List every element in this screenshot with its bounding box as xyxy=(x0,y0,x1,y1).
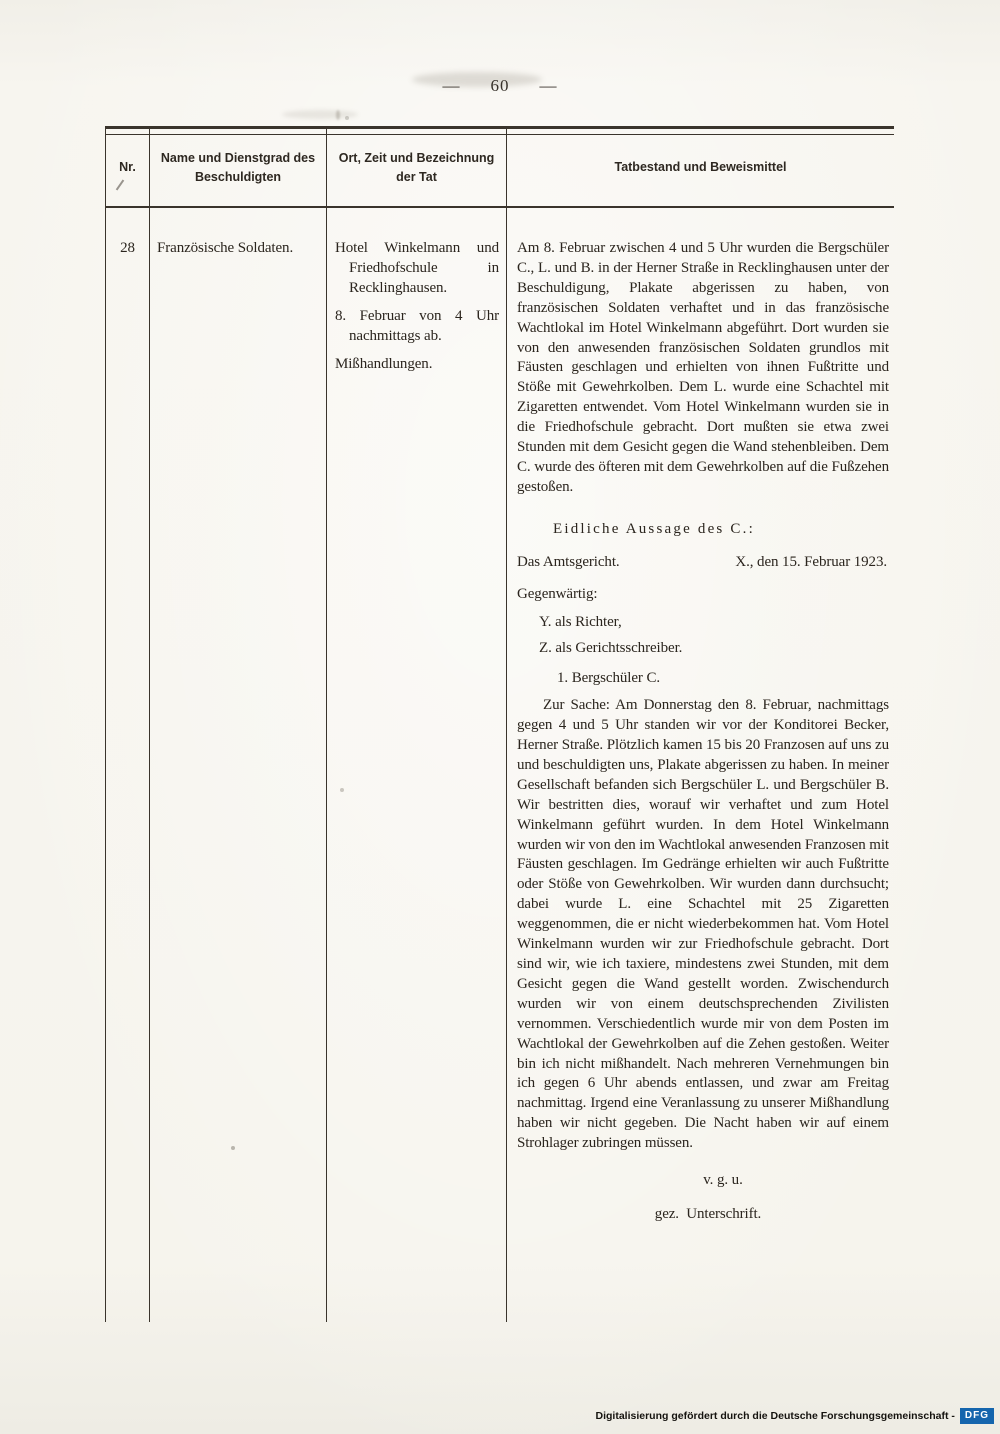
tat-aussage-heading: Eidliche Aussage des C.: xyxy=(553,520,755,537)
tat-date: X., den 15. Februar 1923. xyxy=(735,553,887,570)
column-header-name: Name und Dienstgrad des Beschuldigten xyxy=(149,129,326,206)
cell-tatbestand xyxy=(506,208,894,1322)
column-header-ort: Ort, Zeit und Bezeichnung der Tat xyxy=(326,129,506,206)
cell-name xyxy=(149,208,326,1322)
tat-gegenwaertig: Gegenwärtig: xyxy=(517,585,598,602)
table-header-row xyxy=(106,129,894,208)
column-header-nr: Nr. xyxy=(119,160,136,175)
tat-statement-paragraph: Zur Sache: Am Donnerstag den 8. Februar, nachmittags gegen 4 und 5 Uhr standen wir vor der Konditorei Becker, Herner Straße. Plötzlich kamen 15 bis 20 Franzosen auf uns zu und beschuldigten uns, Plakate abgerissen zu haben. In meiner Gesellschaft befanden sich Bergschüler L. und Bergschüler B. Wir bestritten dies, worauf wir verhaftet und zum Hotel Winkelmann geführt wurden. In dem Hotel Winkelmann wurden wir von den im Wachtlokal anwesenden Franzosen mit Fäusten geschlagen. Im Gedränge erhielten wir auch Fußtritte oder Stöße von Gewehrkolben. Wir wurden dann durchsucht; dabei wurde L. eine Schachtel mit 25 Zigaretten weggenommen, die er nicht wiederbekommen hat. Vom Hotel Winkelmann wurden wir zur Friedhofschule gebracht. Dort sind wir, wie ich taxiere, mindestens zwei Stunden, mit dem Gesicht gegen die Wand gestellt worden. Zwischendurch wurden wir von einem deutschsprechenden Zivilisten vernommen. Verschiedentlich wurde mir von dem Posten im Wachtlokal der Gewehrkolben auf die Zehen gestoßen. Weiter bin ich nicht mißhandelt. Nach mehreren Vernehmungen bin ich gegen 6 Uhr abends entlassen, und zwar am Freitag nachmittag. Irgend eine Veranlassung zu unserer Mißhandlung haben wir nicht gegeben. Die Nacht haben wir auf einem Strohlager zubringen müssen. xyxy=(517,697,889,1152)
page-number-dash-right: — xyxy=(539,76,558,95)
digitization-footer xyxy=(596,1408,995,1424)
tat-witness: 1. Bergschüler C. xyxy=(557,670,661,687)
page-number-value: 60 xyxy=(490,76,510,95)
ort-place: Hotel Winkelmann und Friedhofschule in Recklinghausen. xyxy=(335,240,499,296)
tat-schreiber: Z. als Gerichtsschreiber. xyxy=(539,640,683,657)
column-header-tatbestand: Tatbestand und Beweismittel xyxy=(506,129,894,206)
tat-court-line xyxy=(517,553,889,573)
tat-signature: gez. Unterschrift. xyxy=(654,1205,762,1222)
case-table xyxy=(105,126,894,1322)
page-number xyxy=(0,76,1000,96)
dfg-logo: DFG xyxy=(960,1408,994,1424)
cell-nr: 28 xyxy=(120,240,135,256)
page-number-dash-left: — xyxy=(442,76,461,95)
accused-name: Französische Soldaten. xyxy=(157,240,294,256)
table-row xyxy=(106,208,894,1322)
tat-vgu: v. g. u. xyxy=(703,1172,743,1189)
tat-summary-paragraph: Am 8. Februar zwischen 4 und 5 Uhr wurden die Bergschüler C., L. und B. in der Herner Straße in Recklinghausen unter der Beschuldigung, Plakate abgerissen zu haben, von französischen Soldaten verhaftet und in das französische Wachtlokal im Hotel Winkelmann abgeführt. Dort wurden sie von den anwesenden französischen Soldaten grundlos mit Fäusten geschlagen und erhielten von ihnen Fußtritte und Stöße mit Gewehrkolben. Dem L. wurde eine Schachtel mit Zigaretten entwendet. Vom Hotel Winkelmann wurden sie in die Friedhofschule gebracht. Dort mußten sie etwa zwei Stunden mit dem Gesicht gegen die Wand stehenbleiben. Dem C. wurde des öfteren mit dem Gewehrkolben auf die Fußzehen gestoßen. xyxy=(517,240,889,495)
cell-ort xyxy=(326,208,506,1322)
scan-artifact xyxy=(345,116,349,120)
scan-artifact xyxy=(336,110,340,120)
digitization-footer-text: Digitalisierung gefördert durch die Deutsche Forschungsgemeinschaft - xyxy=(595,1410,955,1422)
ort-time: 8. Februar von 4 Uhr nachmittags ab. xyxy=(335,307,499,344)
ort-offense: Mißhandlungen. xyxy=(335,355,433,372)
tat-court: Das Amtsgericht. xyxy=(517,553,620,570)
tat-richter: Y. als Richter, xyxy=(539,613,622,630)
